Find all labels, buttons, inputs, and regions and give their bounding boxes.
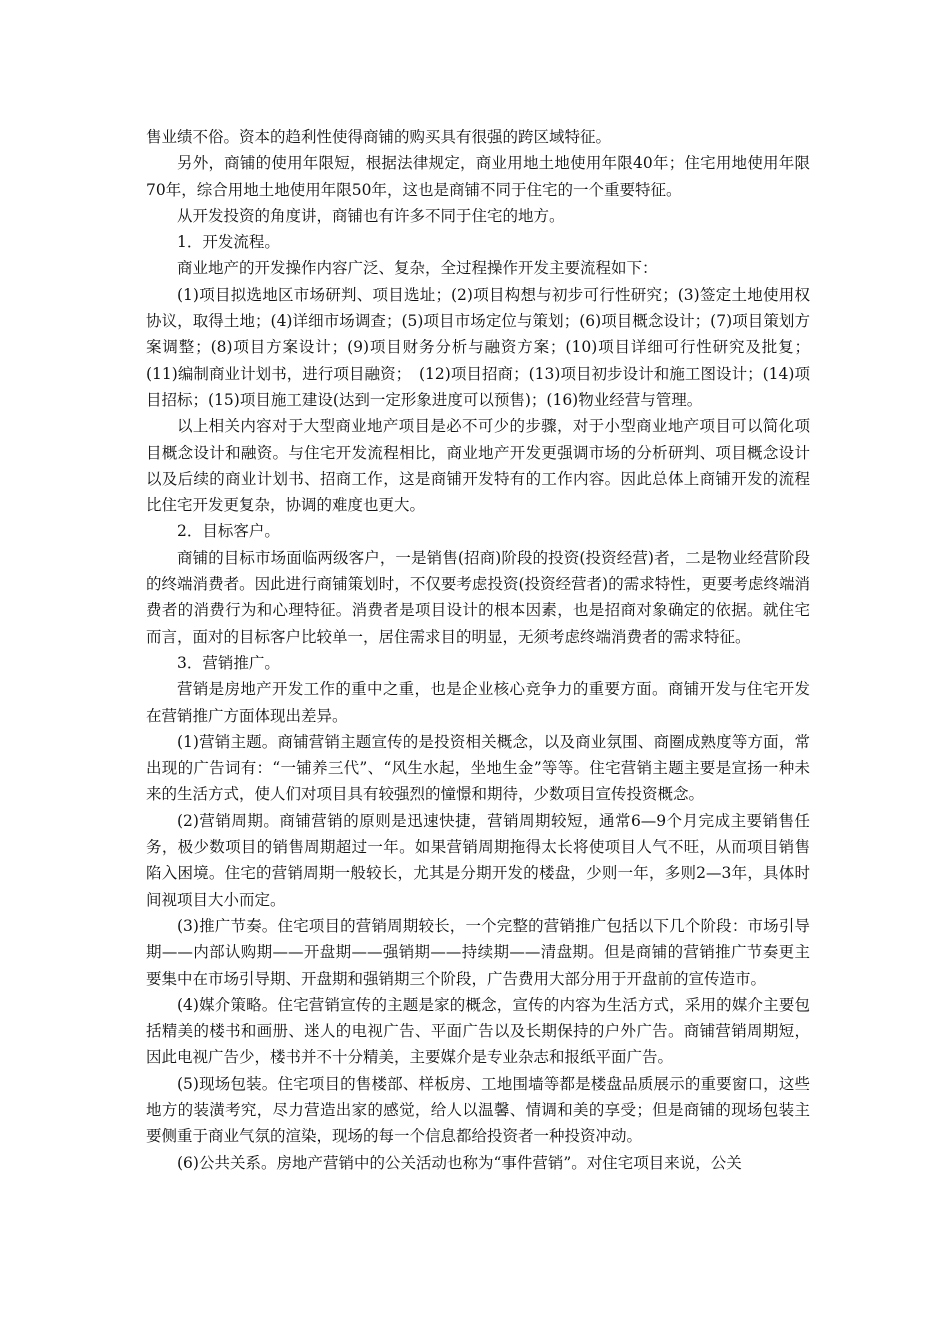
paragraph-investment-intro: 从开发投资的角度讲，商铺也有许多不同于住宅的地方。 [177,206,565,225]
paragraph-process-intro: 商业地产的开发操作内容广泛、复杂，全过程操作开发主要流程如下： [177,259,658,278]
paragraph-target-customers: 商铺的目标市场面临两级客户，一是销售(招商)阶段的投资(投资经营)者，二是物业经营阶段的终端消费者。因此进行商铺策划时，不仅要考虑投资(投资经营者)的需求特性，更要考虑终端消费者的消费行为和心理特征。消费者是项目设计的根本因素，也是招商对象确定的依据。就住宅而言，面对的目标客户比较单一，居住需求目的明显，无须考虑终端消费者的需求特征。 [146,548,810,646]
paragraph-land-use-term: 另外，商铺的使用年限短，根据法律规定，商业用地土地使用年限40年；住宅用地使用年限70年，综合用地土地使用年限50年，这也是商铺不同于住宅的一个重要特征。 [146,154,810,199]
paragraph-process-comparison: 以上相关内容对于大型商业地产项目是必不可少的步骤，对于小型商业地产项目可以简化项目概念设计和融资。与住宅开发流程相比，商业地产开发更强调市场的分析研判、项目概念设计以及后续的商业计划书、招商工作，这是商铺开发特有的工作内容。因此总体上商铺开发的流程比住宅开发更复杂，协调的难度也更大。 [146,417,810,515]
paragraph-marketing-theme: (1)营销主题。商铺营销主题宣传的是投资相关概念，以及商业氛围、商圈成熟度等方面，常出现的广告词有：“一铺养三代”、“风生水起，坐地生金”等等。住宅营销主题主要是宣扬一种未来的生活方式，使人们对项目具有较强烈的憧憬和期待，少数项目宣传投资概念。 [146,732,810,804]
paragraph-site-packaging: (5)现场包装。住宅项目的售楼部、样板房、工地围墙等都是楼盘品质展示的重要窗口，这些地方的装潢考究，尽力营造出家的感觉，给人以温馨、情调和美的享受；但是商铺的现场包装主要侧重于商业气氛的渲染，现场的每一个信息都给投资者一种投资冲动。 [146,1074,810,1146]
section-heading-target-customers: 2．目标客户。 [177,522,280,541]
paragraph-promotion-rhythm: (3)推广节奏。住宅项目的营销周期较长，一个完整的营销推广包括以下几个阶段：市场引导期——内部认购期——开盘期——强销期——持续期——清盘期。但是商铺的营销推广节奏更主要集中在市场引导期、开盘期和强销期三个阶段，广告费用大部分用于开盘前的宣传造市。 [146,916,810,988]
section-heading-development-process: 1．开发流程。 [177,233,280,252]
paragraph-marketing-intro: 营销是房地产开发工作的重中之重，也是企业核心竞争力的重要方面。商铺开发与住宅开发在营销推广方面体现出差异。 [146,680,810,725]
paragraph-process-steps: (1)项目拟选地区市场研判、项目选址；(2)项目构想与初步可行性研究；(3)签定土地使用权协议，取得土地；(4)详细市场调查；(5)项目市场定位与策划；(6)项目概念设计；(7)项目策划方案调整；(8)项目方案设计；(9)项目财务分析与融资方案；(10)项目详细可行性研究及批复；(11)编制商业计划书，进行项目融资； (12)项目招商；(13)项目初步设计和施工图设计；(14)项目招标；(15)项目施工建设(达到一定形象进度可以预售)；(16)物业经营与管理。 [146,285,810,409]
paragraph-marketing-cycle: (2)营销周期。商铺营销的原则是迅速快捷，营销周期较短，通常6—9个月完成主要销售任务，极少数项目的销售周期超过一年。如果营销周期拖得太长将使项目人气不旺，从而项目销售陷入困境。住宅的营销周期一般较长，尤其是分期开发的楼盘，少则一年，多则2—3年，具体时间视项目大小而定。 [146,811,810,909]
document-body [146,124,810,1176]
section-heading-marketing: 3．营销推广。 [177,653,280,672]
paragraph-continuation: 售业绩不俗。资本的趋利性使得商铺的购买具有很强的跨区域特征。 [146,128,612,146]
paragraph-media-strategy: (4)媒介策略。住宅营销宣传的主题是家的概念，宣传的内容为生活方式，采用的媒介主要包括精美的楼书和画册、迷人的电视广告、平面广告以及长期保持的户外广告。商铺营销周期短，因此电视广告少，楼书并不十分精美，主要媒介是专业杂志和报纸平面广告。 [146,995,810,1067]
paragraph-public-relations: (6)公共关系。房地产营销中的公关活动也称为“事件营销”。对住宅项目来说，公关 [177,1153,742,1172]
